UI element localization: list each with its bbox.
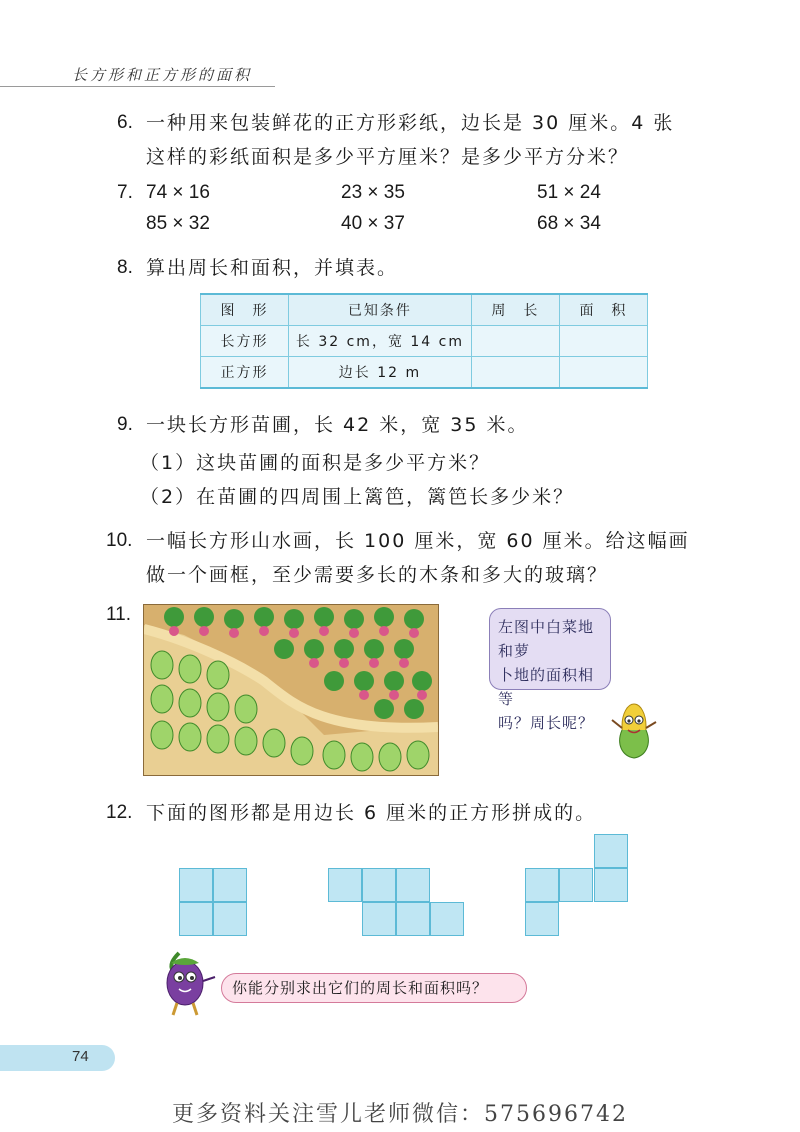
- cell-perimeter[interactable]: [471, 357, 559, 389]
- q6-number: 6.: [117, 112, 133, 133]
- q8-number: 8.: [117, 257, 133, 278]
- th-perimeter: 周 长: [471, 294, 559, 326]
- cell-perimeter[interactable]: [471, 326, 559, 357]
- q7-item-5: 40 × 37: [341, 213, 405, 234]
- unit-square: [396, 902, 430, 936]
- bubble-line: 吗？周长呢？: [498, 714, 595, 732]
- unit-square: [179, 868, 213, 902]
- unit-square: [525, 868, 559, 902]
- q10-line2: 做一个画框，至少需要多长的木条和多大的玻璃？: [146, 564, 609, 586]
- q7-item-6: 68 × 34: [537, 213, 601, 234]
- th-shape: 图 形: [201, 294, 289, 326]
- unit-square: [179, 902, 213, 936]
- q6-line1: 一种用来包装鲜花的正方形彩纸，边长是 30 厘米。4 张: [146, 112, 675, 134]
- unit-square: [328, 868, 362, 902]
- q11-number: 11.: [106, 604, 132, 625]
- cell-shape: 长方形: [201, 326, 289, 357]
- cell-area[interactable]: [559, 326, 647, 357]
- chapter-title: 长方形和正方形的面积: [72, 66, 253, 84]
- q9-sub1: （1）这块苗圃的面积是多少平方米？: [140, 452, 491, 474]
- unit-square: [594, 868, 628, 902]
- unit-square: [213, 868, 247, 902]
- perimeter-area-table: [200, 293, 648, 389]
- th-area: 面 积: [559, 294, 647, 326]
- cell-shape: 正方形: [201, 357, 289, 389]
- garden-illustration: [144, 605, 438, 775]
- q7-item-4: 85 × 32: [146, 213, 210, 234]
- unit-square: [594, 834, 628, 868]
- corn-mascot-icon: [608, 690, 660, 762]
- page-number-tab: [0, 1045, 115, 1071]
- q11-speech-bubble: [489, 608, 611, 732]
- q7-item-2: 23 × 35: [341, 182, 405, 203]
- unit-square: [525, 902, 559, 936]
- q9-sub2: （2）在苗圃的四周围上篱笆，篱笆长多少米？: [140, 486, 575, 508]
- unit-square: [213, 902, 247, 936]
- q9-number: 9.: [117, 414, 133, 435]
- footer-watermark: 更多资料关注雪儿老师微信：575696742: [172, 1102, 628, 1127]
- q12-text: 下面的图形都是用边长 6 厘米的正方形拼成的。: [146, 802, 597, 824]
- cell-area[interactable]: [559, 357, 647, 389]
- unit-square: [430, 902, 464, 936]
- bubble-line: 左图中白菜地和萝: [498, 618, 595, 660]
- cell-conditions: 长 32 cm，宽 14 cm: [289, 326, 472, 357]
- q8-text: 算出周长和面积，并填表。: [146, 257, 399, 279]
- unit-square: [362, 902, 396, 936]
- cell-conditions: 边长 12 m: [289, 357, 472, 389]
- th-conditions: 已知条件: [289, 294, 472, 326]
- eggplant-mascot-icon: [155, 945, 217, 1017]
- q7-number: 7.: [117, 182, 133, 203]
- unit-square: [362, 868, 396, 902]
- q7-item-3: 51 × 24: [537, 182, 601, 203]
- q10-number: 10.: [106, 530, 133, 551]
- vegetable-garden-image: [143, 604, 439, 776]
- q12-speech-bubble: 你能分别求出它们的周长和面积吗？: [221, 973, 527, 1003]
- q10-line1: 一幅长方形山水画，长 100 厘米，宽 60 厘米。给这幅画: [146, 530, 690, 552]
- q6-line2: 这样的彩纸面积是多少平方厘米？是多少平方分米？: [146, 146, 630, 168]
- unit-square: [396, 868, 430, 902]
- q12-number: 12.: [106, 802, 133, 823]
- unit-square: [559, 868, 593, 902]
- page-number: 74: [72, 1048, 89, 1065]
- header-divider: [0, 86, 275, 87]
- q9-text: 一块长方形苗圃，长 42 米，宽 35 米。: [146, 414, 529, 436]
- q7-item-1: 74 × 16: [146, 182, 210, 203]
- bubble-line: 卜地的面积相等: [498, 666, 595, 708]
